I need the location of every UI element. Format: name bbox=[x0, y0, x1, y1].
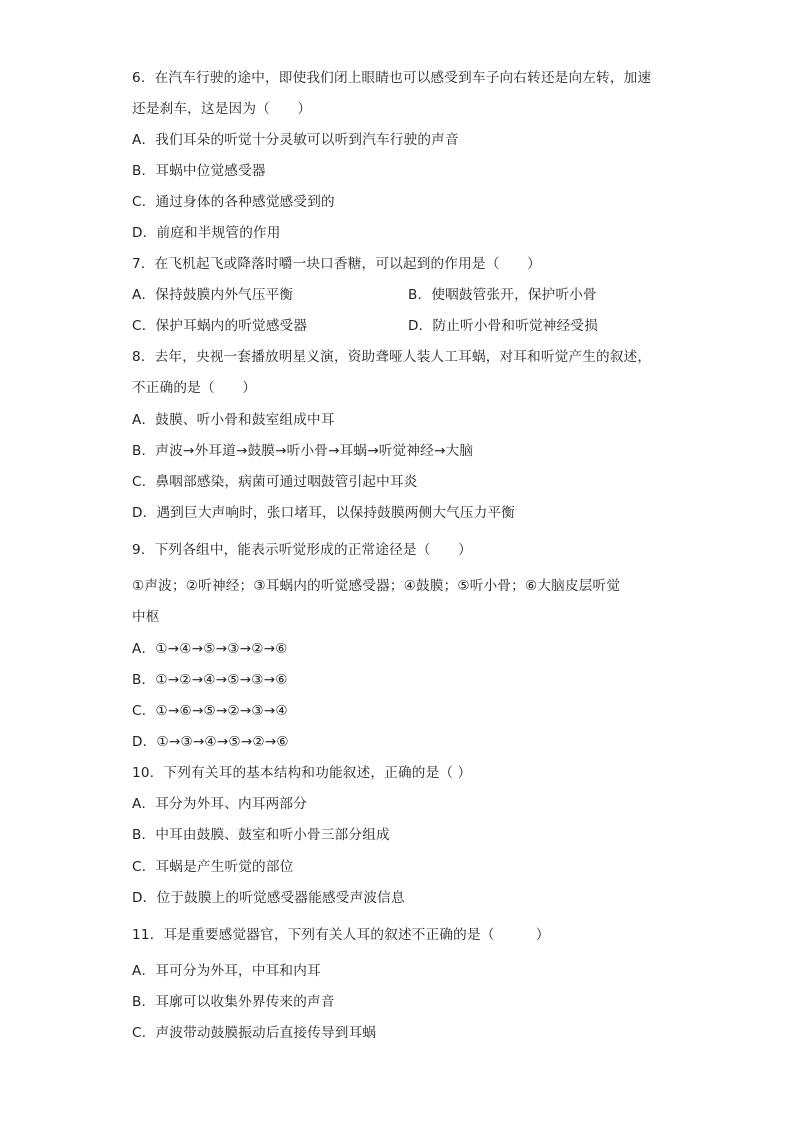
question-9-option-d: D．①→③→④→⑤→②→⑥ bbox=[132, 734, 289, 750]
question-8-stem-line-2: 不正确的是（ ） bbox=[132, 380, 257, 396]
question-10-option-a: A．耳分为外耳、内耳两部分 bbox=[132, 796, 308, 812]
question-6-stem-line-1: 6．在汽车行驶的途中，即使我们闭上眼睛也可以感受到车子向右转还是向左转，加速 bbox=[132, 70, 652, 86]
question-7-option-a: A．保持鼓膜内外气压平衡 bbox=[132, 287, 294, 303]
question-8-option-c: C．鼻咽部感染，病菌可通过咽鼓管引起中耳炎 bbox=[132, 474, 418, 490]
question-10-stem: 10．下列有关耳的基本结构和功能叙述，正确的是（ ） bbox=[132, 765, 472, 781]
question-7-stem: 7．在飞机起飞或降落时嚼一块口香糖，可以起到的作用是（ ） bbox=[132, 256, 541, 272]
question-11-option-c: C．声波带动鼓膜振动后直接传导到耳蜗 bbox=[132, 1025, 377, 1041]
question-6-option-d: D．前庭和半规管的作用 bbox=[132, 225, 281, 241]
question-10-option-c: C．耳蜗是产生听觉的部位 bbox=[132, 859, 294, 875]
question-11-option-b: B．耳廓可以收集外界传来的声音 bbox=[132, 994, 335, 1010]
question-9-stem: 9．下列各组中，能表示听觉形成的正常途径是（ ） bbox=[132, 542, 472, 558]
question-7-option-c: C．保护耳蜗内的听觉感受器 bbox=[132, 318, 308, 334]
question-6-stem-line-2: 还是刹车，这是因为（ ） bbox=[132, 101, 312, 117]
question-9-items-line-1: ①声波；②听神经；③耳蜗内的听觉感受器；④鼓膜；⑤听小骨；⑥大脑皮层听觉 bbox=[132, 578, 621, 594]
question-11-stem: 11．耳是重要感觉器官，下列有关人耳的叙述不正确的是（ ） bbox=[132, 927, 550, 943]
question-10-option-d: D．位于鼓膜上的听觉感受器能感受声波信息 bbox=[132, 890, 405, 906]
question-9-items-line-2: 中枢 bbox=[132, 609, 160, 625]
question-8-stem-line-1: 8．去年，央视一套播放明星义演，资助聋哑人装人工耳蜗，对耳和听觉产生的叙述， bbox=[132, 349, 652, 365]
question-10-option-b: B．中耳由鼓膜、鼓室和听小骨三部分组成 bbox=[132, 827, 390, 843]
question-8-option-b: B．声波→外耳道→鼓膜→听小骨→耳蜗→听觉神经→大脑 bbox=[132, 443, 474, 459]
question-8-option-d: D．遇到巨大声响时，张口堵耳，以保持鼓膜两侧大气压力平衡 bbox=[132, 505, 516, 521]
question-6-option-c: C．通过身体的各种感觉感受到的 bbox=[132, 194, 335, 210]
question-9-option-a: A．①→④→⑤→③→②→⑥ bbox=[132, 641, 288, 657]
question-11-option-a: A．耳可分为外耳，中耳和内耳 bbox=[132, 963, 321, 979]
question-6-option-b: B．耳蜗中位觉感受器 bbox=[132, 163, 266, 179]
question-8-option-a: A．鼓膜、听小骨和鼓室组成中耳 bbox=[132, 412, 335, 428]
question-6-option-a: A．我们耳朵的听觉十分灵敏可以听到汽车行驶的声音 bbox=[132, 132, 459, 148]
question-7-option-b: B．使咽鼓管张开，保护听小骨 bbox=[408, 287, 597, 303]
question-9-option-b: B．①→②→④→⑤→③→⑥ bbox=[132, 672, 288, 688]
question-7-option-d: D．防止听小骨和听觉神经受损 bbox=[408, 318, 598, 334]
question-9-option-c: C．①→⑥→⑤→②→③→④ bbox=[132, 703, 288, 719]
